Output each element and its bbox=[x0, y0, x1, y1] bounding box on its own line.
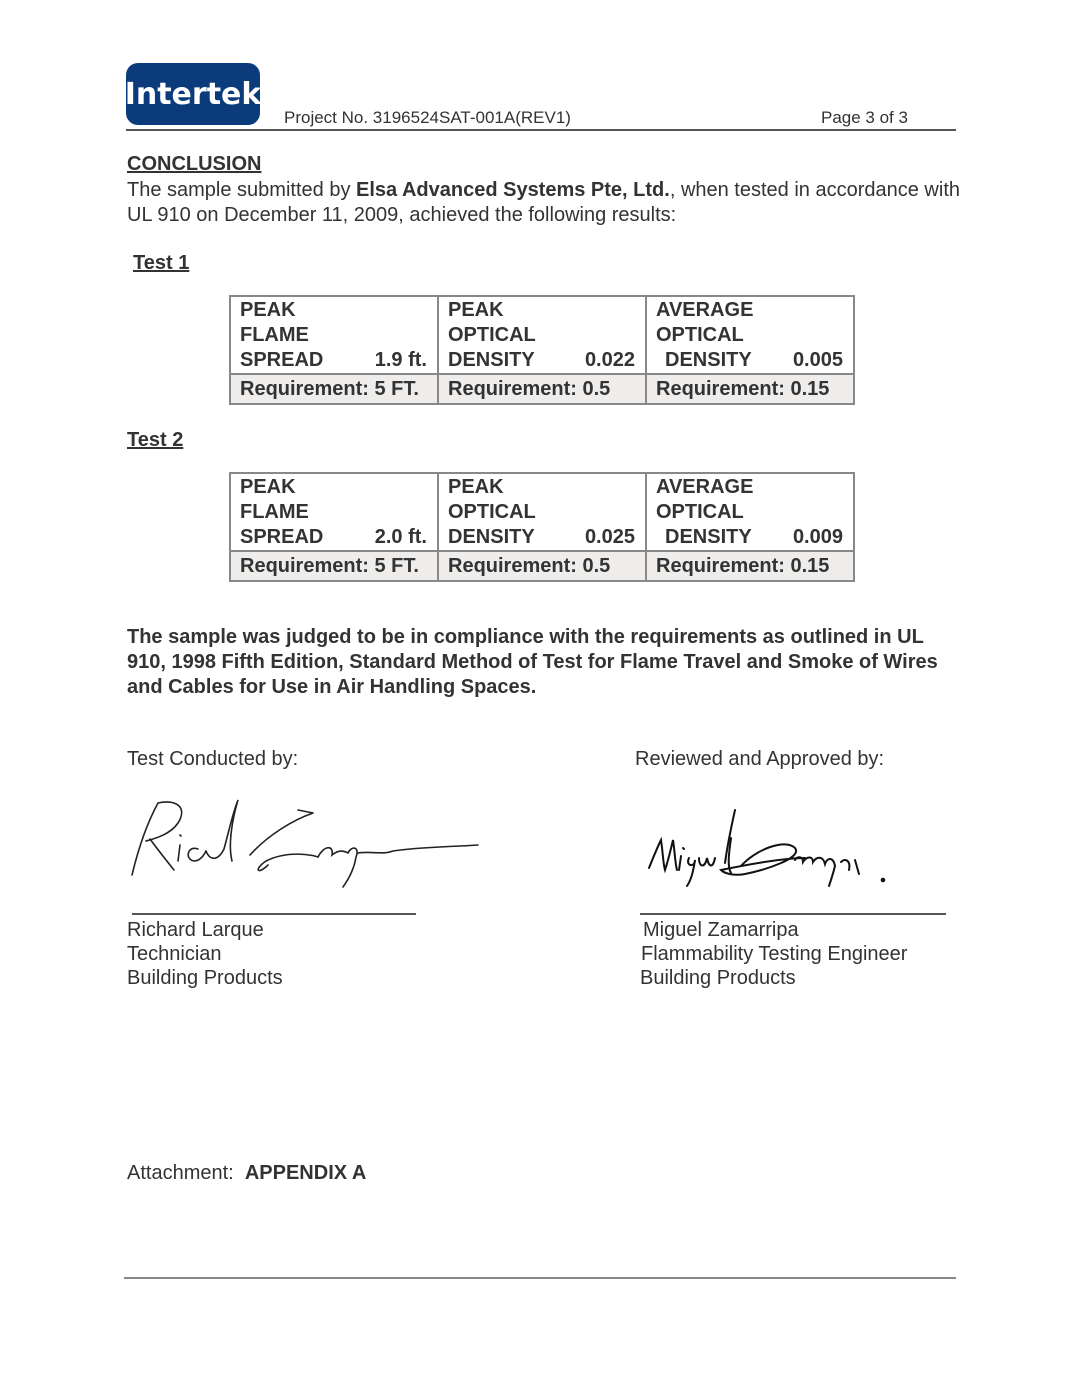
engineer-name: Miguel Zamarripa bbox=[643, 919, 799, 941]
cell-label: SPREAD bbox=[240, 526, 324, 548]
attachment-line bbox=[127, 1162, 366, 1185]
approved-by-label: Reviewed and Approved by: bbox=[635, 748, 885, 770]
header-divider bbox=[126, 129, 956, 131]
cell-label: FLAME bbox=[240, 324, 309, 346]
cell-label: PEAK bbox=[448, 476, 504, 498]
cell-label: OPTICAL bbox=[656, 501, 744, 523]
project-number: Project No. 3196524SAT-001A(REV1) bbox=[284, 108, 571, 127]
requirement-cell: Requirement: 5 FT. bbox=[230, 551, 438, 581]
approved-by-info bbox=[640, 918, 907, 990]
company-name: Elsa Advanced Systems Pte, Ltd. bbox=[356, 179, 670, 201]
requirement-cell: Requirement: 5 FT. bbox=[230, 374, 438, 404]
cell-label: PEAK bbox=[240, 299, 296, 321]
test-1-heading: Test 1 bbox=[133, 252, 190, 274]
cell-label: AVERAGE bbox=[656, 299, 754, 321]
test-2-results-table bbox=[229, 472, 855, 582]
requirement-cell: Requirement: 0.5 bbox=[438, 374, 646, 404]
peak-flame-spread-cell bbox=[231, 474, 437, 550]
average-optical-density-cell bbox=[647, 297, 853, 373]
requirement-row bbox=[230, 374, 854, 404]
signature-richard-larque bbox=[128, 795, 483, 890]
conclusion-heading: CONCLUSION bbox=[127, 153, 262, 175]
signature-miguel-zamarripa bbox=[645, 808, 895, 893]
cell-label: AVERAGE bbox=[656, 476, 754, 498]
requirement-cell: Requirement: 0.15 bbox=[646, 551, 854, 581]
average-optical-density-cell bbox=[647, 474, 853, 550]
table-row bbox=[230, 473, 854, 551]
requirement-row bbox=[230, 551, 854, 581]
cell-value: 0.009 bbox=[792, 526, 843, 548]
peak-flame-spread-cell bbox=[231, 297, 437, 373]
conducted-signature-line bbox=[132, 913, 416, 915]
compliance-statement: The sample was judged to be in compliance with the requirements as outlined in UL 910, 1998 Fifth Edition, Standard Method of Test for Flame Travel and Smoke of Wires and Cables for Use in Air Handling Spaces. bbox=[127, 626, 938, 698]
engineer-department: Building Products bbox=[640, 967, 796, 989]
technician-title: Technician bbox=[127, 943, 222, 965]
test-2-heading: Test 2 bbox=[127, 429, 184, 451]
peak-optical-density-cell bbox=[439, 474, 645, 550]
cell-label: DENSITY bbox=[448, 526, 535, 548]
approved-signature-line bbox=[640, 913, 946, 915]
cell-label: FLAME bbox=[240, 501, 309, 523]
peak-optical-density-cell bbox=[439, 297, 645, 373]
intro-prefix: The sample submitted by bbox=[127, 179, 356, 201]
attachment-value: APPENDIX A bbox=[244, 1162, 367, 1184]
footer-divider bbox=[124, 1277, 956, 1279]
conducted-by-info bbox=[127, 918, 283, 990]
requirement-cell: Requirement: 0.5 bbox=[438, 551, 646, 581]
cell-value: 0.005 bbox=[792, 349, 843, 371]
cell-value: 0.025 bbox=[584, 526, 635, 548]
cell-label: DENSITY bbox=[665, 349, 752, 371]
attachment-label: Attachment: bbox=[127, 1162, 234, 1184]
cell-value: 2.0 ft. bbox=[374, 526, 427, 548]
cell-value: 1.9 ft. bbox=[374, 349, 427, 371]
cell-value: 0.022 bbox=[584, 349, 635, 371]
logo-text: Intertek bbox=[124, 76, 262, 112]
cell-label: SPREAD bbox=[240, 349, 324, 371]
table-row bbox=[230, 296, 854, 374]
test-1-results-table bbox=[229, 295, 855, 405]
conclusion-intro bbox=[127, 178, 967, 228]
technician-name: Richard Larque bbox=[127, 919, 264, 941]
engineer-title: Flammability Testing Engineer bbox=[641, 943, 908, 965]
cell-label: PEAK bbox=[240, 476, 296, 498]
intertek-logo bbox=[126, 63, 260, 125]
cell-label: DENSITY bbox=[448, 349, 535, 371]
requirement-cell: Requirement: 0.15 bbox=[646, 374, 854, 404]
cell-label: OPTICAL bbox=[448, 501, 536, 523]
cell-label: OPTICAL bbox=[448, 324, 536, 346]
conducted-by-label: Test Conducted by: bbox=[127, 748, 299, 770]
cell-label: PEAK bbox=[448, 299, 504, 321]
cell-label: DENSITY bbox=[665, 526, 752, 548]
page-number: Page 3 of 3 bbox=[821, 108, 908, 127]
cell-label: OPTICAL bbox=[656, 324, 744, 346]
intro-suffix: , when tested in accordance with UL 910 on December 11, 2009, achieved the following results: bbox=[127, 179, 960, 226]
technician-department: Building Products bbox=[127, 967, 283, 989]
